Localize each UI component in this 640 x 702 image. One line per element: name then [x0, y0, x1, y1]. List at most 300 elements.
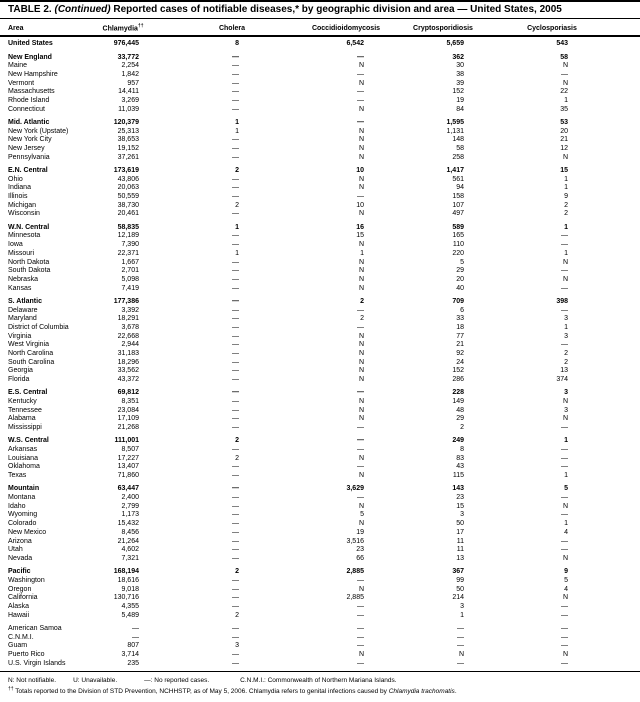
- spacer-cell: [607, 136, 640, 145]
- value-cell-chlamydia: 23,084: [117, 406, 139, 414]
- value-cell-cholera: —: [232, 53, 239, 61]
- footnote-segment: —: No reported cases.: [144, 677, 210, 685]
- value-cell-chlamydia: 173,619: [113, 166, 139, 174]
- spacer-cell: [607, 267, 640, 276]
- table-body: [0, 36, 640, 668]
- value-cell-cholera: 2: [235, 437, 239, 445]
- value-cell-chlamydia: 38,730: [117, 201, 139, 209]
- column-header-cyclosporiasis: Cyclosporiasis: [497, 19, 607, 36]
- value-cell-coccidioidomycosis: N: [358, 398, 364, 406]
- value-cell-cryptosporidiosis: 589: [452, 223, 464, 231]
- value-cell-cryptosporidiosis: 83: [456, 454, 464, 462]
- value-cell-cyclosporiasis: 1: [564, 520, 568, 528]
- area-cell: South Dakota: [8, 267, 51, 275]
- value-cell-chlamydia: 1,173: [121, 511, 139, 519]
- value-cell-cholera: —: [232, 62, 239, 70]
- spacer-cell: [607, 367, 640, 376]
- column-header-area: Area: [0, 19, 85, 36]
- area-cell: Indiana: [8, 184, 31, 192]
- value-cell-cryptosporidiosis: 33: [456, 315, 464, 323]
- area-cell: Minnesota: [8, 232, 41, 240]
- spacer-cell: [607, 97, 640, 106]
- value-cell-cryptosporidiosis: 709: [452, 297, 464, 305]
- spacer-cell: [607, 389, 640, 398]
- value-cell-cryptosporidiosis: 11: [456, 537, 464, 545]
- value-cell-cholera: —: [232, 350, 239, 358]
- value-cell-cryptosporidiosis: 110: [452, 241, 464, 249]
- value-cell-cryptosporidiosis: 18: [456, 323, 464, 331]
- value-cell-cryptosporidiosis: 94: [456, 184, 464, 192]
- table-row: [0, 307, 640, 316]
- area-cell: Georgia: [8, 367, 33, 375]
- area-cell: Nebraska: [8, 275, 38, 283]
- value-cell-coccidioidomycosis: —: [357, 603, 364, 611]
- area-cell: Alabama: [8, 415, 36, 423]
- value-cell-cryptosporidiosis: 5,659: [446, 40, 464, 48]
- value-cell-cryptosporidiosis: N: [458, 651, 464, 659]
- table-row: [0, 193, 640, 202]
- spacer-cell: [607, 88, 640, 97]
- value-cell-cholera: 2: [235, 454, 239, 462]
- value-cell-coccidioidomycosis: 6,542: [346, 40, 364, 48]
- value-cell-cryptosporidiosis: 8: [460, 446, 464, 454]
- table-row: [0, 267, 640, 276]
- area-cell: E.N. Central: [8, 166, 48, 174]
- value-cell-coccidioidomycosis: N: [358, 267, 364, 275]
- value-cell-coccidioidomycosis: —: [357, 611, 364, 619]
- value-cell-cyclosporiasis: 3: [564, 332, 568, 340]
- table-row: [0, 97, 640, 106]
- value-cell-cholera: 2: [235, 166, 239, 174]
- value-cell-cyclosporiasis: N: [562, 555, 568, 562]
- value-cell-cyclosporiasis: 1: [564, 184, 568, 192]
- value-cell-coccidioidomycosis: N: [358, 367, 364, 375]
- table-row: [0, 503, 640, 512]
- value-cell-chlamydia: 50,559: [117, 193, 139, 201]
- value-cell-cyclosporiasis: N: [562, 79, 568, 87]
- value-cell-cryptosporidiosis: 1,417: [446, 166, 464, 174]
- value-cell-cyclosporiasis: 13: [560, 367, 568, 375]
- value-cell-coccidioidomycosis: N: [358, 585, 364, 593]
- table-row: [0, 437, 640, 446]
- spacer-cell: [607, 307, 640, 316]
- value-cell-cholera: —: [232, 88, 239, 96]
- column-header-coccidioidomycosis: Coccidioidomycosis: [303, 19, 389, 36]
- value-cell-cryptosporidiosis: 258: [452, 153, 464, 161]
- value-cell-cholera: —: [232, 297, 239, 305]
- value-cell-cyclosporiasis: —: [561, 241, 568, 249]
- area-cell: Nevada: [8, 555, 33, 562]
- value-cell-cholera: —: [232, 659, 239, 667]
- value-cell-cryptosporidiosis: 115: [452, 472, 464, 480]
- value-cell-cyclosporiasis: 2: [564, 210, 568, 218]
- value-cell-cholera: —: [232, 415, 239, 423]
- value-cell-cholera: —: [232, 341, 239, 349]
- value-cell-chlamydia: 21,268: [117, 424, 139, 432]
- spacer-cell: [607, 455, 640, 464]
- value-cell-cyclosporiasis: 3: [564, 315, 568, 323]
- value-cell-chlamydia: 43,372: [117, 376, 139, 384]
- spacer-cell: [607, 119, 640, 128]
- value-cell-cryptosporidiosis: 214: [452, 594, 464, 602]
- value-cell-cryptosporidiosis: 20: [456, 275, 464, 283]
- table-title: [0, 2, 640, 18]
- value-cell-coccidioidomycosis: N: [358, 175, 364, 183]
- value-cell-coccidioidomycosis: 2,885: [346, 568, 364, 576]
- value-cell-cryptosporidiosis: 249: [452, 437, 464, 445]
- table-row: [0, 446, 640, 455]
- value-cell-cholera: —: [232, 502, 239, 510]
- value-cell-cyclosporiasis: 1: [564, 223, 568, 231]
- value-cell-cholera: —: [232, 193, 239, 201]
- value-cell-cholera: —: [232, 398, 239, 406]
- table-row: [0, 359, 640, 368]
- footnote-dagger: [8, 685, 632, 697]
- value-cell-cryptosporidiosis: 158: [452, 193, 464, 201]
- value-cell-cyclosporiasis: 4: [564, 528, 568, 536]
- value-cell-cholera: —: [232, 284, 239, 292]
- value-cell-cyclosporiasis: —: [561, 454, 568, 462]
- value-cell-cyclosporiasis: —: [561, 446, 568, 454]
- area-cell: Montana: [8, 494, 36, 502]
- column-header-spacer: [607, 19, 640, 36]
- value-cell-cholera: —: [232, 446, 239, 454]
- table-title-text: Reported cases of notifiable diseases,* by geographic division and area — United States, 2005: [113, 4, 562, 15]
- spacer-cell: [607, 494, 640, 503]
- value-cell-cryptosporidiosis: 286: [452, 376, 464, 384]
- area-cell: Louisiana: [8, 454, 38, 462]
- area-cell: Kansas: [8, 284, 32, 292]
- value-cell-cholera: 1: [235, 223, 239, 231]
- value-cell-chlamydia: —: [132, 633, 139, 641]
- value-cell-chlamydia: 19,152: [117, 145, 139, 153]
- value-cell-cryptosporidiosis: 21: [456, 341, 464, 349]
- value-cell-cryptosporidiosis: 40: [456, 284, 464, 292]
- value-cell-cyclosporiasis: —: [561, 633, 568, 641]
- value-cell-cyclosporiasis: 9: [564, 193, 568, 201]
- value-cell-chlamydia: 7,419: [121, 284, 139, 292]
- value-cell-coccidioidomycosis: —: [357, 463, 364, 471]
- value-cell-cryptosporidiosis: 24: [456, 358, 464, 366]
- spacer-cell: [607, 167, 640, 176]
- value-cell-chlamydia: 1,842: [121, 70, 139, 78]
- value-cell-cholera: 8: [235, 40, 239, 48]
- value-cell-cholera: —: [232, 258, 239, 266]
- area-cell: New Mexico: [8, 528, 47, 536]
- value-cell-cryptosporidiosis: —: [457, 642, 464, 650]
- spacer-cell: [607, 603, 640, 612]
- value-cell-cryptosporidiosis: 43: [456, 463, 464, 471]
- value-cell-cholera: 3: [235, 642, 239, 650]
- table-row: [0, 586, 640, 595]
- value-cell-cyclosporiasis: 1: [564, 175, 568, 183]
- value-cell-chlamydia: 13,407: [117, 463, 139, 471]
- table-row: [0, 136, 640, 145]
- area-cell: Oklahoma: [8, 463, 40, 471]
- value-cell-cholera: —: [232, 136, 239, 144]
- area-cell: Guam: [8, 642, 28, 650]
- value-cell-cryptosporidiosis: 38: [456, 70, 464, 78]
- value-cell-coccidioidomycosis: —: [357, 446, 364, 454]
- table-row: [0, 62, 640, 71]
- table-row: [0, 54, 640, 63]
- area-cell: District of Columbia: [8, 323, 69, 331]
- value-cell-coccidioidomycosis: 19: [356, 528, 364, 536]
- value-cell-cholera: —: [232, 485, 239, 493]
- value-cell-chlamydia: 3,269: [121, 97, 139, 105]
- footnotes: [0, 671, 640, 697]
- area-cell: W.S. Central: [8, 437, 49, 445]
- value-cell-cholera: —: [232, 576, 239, 584]
- spacer-cell: [607, 503, 640, 512]
- table-row: [0, 298, 640, 307]
- table-row: [0, 341, 640, 350]
- spacer-cell: [607, 241, 640, 250]
- value-cell-cholera: —: [232, 389, 239, 397]
- value-cell-coccidioidomycosis: N: [358, 241, 364, 249]
- value-cell-cholera: 2: [235, 568, 239, 576]
- column-header-cholera: Cholera: [161, 19, 303, 36]
- value-cell-cholera: —: [232, 463, 239, 471]
- area-cell: Puerto Rico: [8, 651, 45, 659]
- spacer-cell: [607, 54, 640, 63]
- value-cell-cyclosporiasis: 58: [560, 53, 568, 61]
- value-cell-cyclosporiasis: —: [561, 70, 568, 78]
- value-cell-cyclosporiasis: —: [561, 603, 568, 611]
- value-cell-coccidioidomycosis: N: [358, 136, 364, 144]
- area-cell: United States: [8, 40, 53, 48]
- value-cell-cyclosporiasis: 22: [560, 88, 568, 96]
- table-row: [0, 463, 640, 472]
- area-cell: Michigan: [8, 201, 37, 209]
- value-cell-cyclosporiasis: N: [562, 275, 568, 283]
- table-row: [0, 176, 640, 185]
- value-cell-cyclosporiasis: —: [561, 511, 568, 519]
- value-cell-cryptosporidiosis: 149: [452, 398, 464, 406]
- value-cell-cyclosporiasis: N: [562, 651, 568, 659]
- area-cell: Arizona: [8, 537, 32, 545]
- value-cell-cyclosporiasis: 1: [564, 249, 568, 257]
- value-cell-cyclosporiasis: N: [562, 398, 568, 406]
- value-cell-chlamydia: 69,812: [117, 389, 139, 397]
- value-cell-chlamydia: 5,098: [121, 275, 139, 283]
- table-row: [0, 389, 640, 398]
- value-cell-chlamydia: 14,411: [118, 88, 139, 96]
- value-cell-cholera: —: [232, 594, 239, 602]
- spacer-cell: [607, 634, 640, 643]
- footnote-segment: C.N.M.I.: Commonwealth of Northern Mariana Islands.: [240, 677, 397, 685]
- table-row: [0, 259, 640, 268]
- value-cell-coccidioidomycosis: N: [358, 651, 364, 659]
- value-cell-cyclosporiasis: 2: [564, 350, 568, 358]
- value-cell-chlamydia: 38,653: [117, 136, 139, 144]
- table-row: [0, 634, 640, 643]
- value-cell-cholera: —: [232, 232, 239, 240]
- spacer-cell: [607, 612, 640, 621]
- area-cell: W.N. Central: [8, 223, 50, 231]
- area-cell: Arkansas: [8, 446, 38, 454]
- table-row: [0, 529, 640, 538]
- spacer-cell: [607, 359, 640, 368]
- area-cell: Mississippi: [8, 424, 42, 432]
- value-cell-cholera: —: [232, 275, 239, 283]
- table-row: [0, 376, 640, 385]
- table-row: [0, 612, 640, 621]
- area-cell: Alaska: [8, 603, 30, 611]
- footnote-segment: U: Unavailable.: [73, 677, 118, 685]
- value-cell-cyclosporiasis: —: [561, 463, 568, 471]
- value-cell-cyclosporiasis: 35: [560, 105, 568, 113]
- value-cell-cyclosporiasis: —: [561, 232, 568, 240]
- value-cell-chlamydia: 7,390: [121, 241, 139, 249]
- value-cell-chlamydia: 8,351: [121, 398, 139, 406]
- spacer-cell: [607, 232, 640, 241]
- value-cell-cyclosporiasis: —: [561, 546, 568, 554]
- value-cell-coccidioidomycosis: N: [358, 105, 364, 113]
- value-cell-cyclosporiasis: —: [561, 659, 568, 667]
- value-cell-cholera: —: [232, 358, 239, 366]
- value-cell-coccidioidomycosis: N: [358, 184, 364, 192]
- spacer-cell: [607, 625, 640, 634]
- value-cell-cyclosporiasis: 2: [564, 358, 568, 366]
- value-cell-coccidioidomycosis: N: [358, 332, 364, 340]
- value-cell-coccidioidomycosis: —: [357, 53, 364, 61]
- table-title-label: TABLE 2.: [8, 4, 52, 15]
- area-cell: Virginia: [8, 332, 32, 340]
- value-cell-coccidioidomycosis: 2: [360, 297, 364, 305]
- area-cell: New York (Upstate): [8, 127, 69, 135]
- column-header-row: [0, 19, 640, 36]
- value-cell-coccidioidomycosis: —: [357, 88, 364, 96]
- value-cell-coccidioidomycosis: —: [357, 193, 364, 201]
- value-cell-cholera: —: [232, 175, 239, 183]
- table-row: [0, 202, 640, 211]
- table-row: [0, 485, 640, 494]
- value-cell-cyclosporiasis: N: [562, 502, 568, 510]
- value-cell-cyclosporiasis: N: [562, 153, 568, 161]
- value-cell-cholera: —: [232, 555, 239, 562]
- table-row: [0, 538, 640, 547]
- value-cell-cholera: —: [232, 323, 239, 331]
- spacer-cell: [607, 315, 640, 324]
- value-cell-coccidioidomycosis: —: [357, 659, 364, 667]
- value-cell-cyclosporiasis: —: [561, 642, 568, 650]
- table-row: [0, 184, 640, 193]
- area-cell: North Dakota: [8, 258, 50, 266]
- value-cell-cryptosporidiosis: 1,595: [446, 118, 464, 126]
- footnote-dagger-suffix: .: [454, 688, 457, 696]
- value-cell-cholera: —: [232, 184, 239, 192]
- spacer-cell: [607, 106, 640, 115]
- value-cell-coccidioidomycosis: —: [357, 437, 364, 445]
- value-cell-coccidioidomycosis: 5: [360, 511, 364, 519]
- value-cell-cholera: —: [232, 494, 239, 502]
- value-cell-cryptosporidiosis: 107: [452, 201, 464, 209]
- spacer-cell: [607, 128, 640, 137]
- value-cell-cyclosporiasis: 1: [564, 472, 568, 480]
- value-cell-cyclosporiasis: N: [562, 258, 568, 266]
- value-cell-cholera: —: [232, 367, 239, 375]
- value-cell-coccidioidomycosis: 3,629: [346, 485, 364, 493]
- value-cell-chlamydia: —: [132, 624, 139, 632]
- value-cell-cyclosporiasis: 15: [560, 166, 568, 174]
- value-cell-chlamydia: 43,806: [117, 175, 139, 183]
- table-row: [0, 398, 640, 407]
- area-cell: Tennessee: [8, 406, 42, 414]
- value-cell-cholera: —: [232, 376, 239, 384]
- value-cell-coccidioidomycosis: 2,885: [346, 594, 364, 602]
- table-row: [0, 511, 640, 520]
- spacer-cell: [607, 154, 640, 163]
- value-cell-chlamydia: 3,714: [121, 651, 139, 659]
- value-cell-chlamydia: 18,616: [117, 576, 139, 584]
- value-cell-chlamydia: 20,063: [117, 184, 139, 192]
- value-cell-cholera: 1: [235, 249, 239, 257]
- spacer-cell: [607, 511, 640, 520]
- value-cell-chlamydia: 9,018: [121, 585, 139, 593]
- value-cell-cryptosporidiosis: 152: [452, 88, 464, 96]
- value-cell-coccidioidomycosis: N: [358, 376, 364, 384]
- value-cell-cyclosporiasis: 1: [564, 97, 568, 105]
- value-cell-chlamydia: 807: [127, 642, 139, 650]
- spacer-cell: [607, 298, 640, 307]
- value-cell-chlamydia: 120,379: [113, 118, 139, 126]
- value-cell-coccidioidomycosis: 15: [356, 232, 364, 240]
- area-cell: Missouri: [8, 249, 35, 257]
- value-cell-cryptosporidiosis: 29: [456, 415, 464, 423]
- spacer-cell: [607, 36, 640, 49]
- area-cell: Mountain: [8, 485, 40, 493]
- table-row: [0, 324, 640, 333]
- table-row: [0, 603, 640, 612]
- area-cell: Maine: [8, 62, 28, 70]
- spacer-cell: [607, 276, 640, 285]
- value-cell-cyclosporiasis: —: [561, 306, 568, 314]
- area-cell: Hawaii: [8, 611, 30, 619]
- value-cell-coccidioidomycosis: N: [358, 153, 364, 161]
- value-cell-chlamydia: 111,001: [114, 437, 139, 445]
- area-cell: Mid. Atlantic: [8, 118, 50, 126]
- value-cell-cyclosporiasis: —: [561, 624, 568, 632]
- value-cell-chlamydia: 12,189: [117, 232, 139, 240]
- value-cell-cyclosporiasis: 2: [564, 201, 568, 209]
- table-row: [0, 241, 640, 250]
- value-cell-cyclosporiasis: 398: [556, 297, 568, 305]
- table-row: [0, 88, 640, 97]
- spacer-cell: [607, 350, 640, 359]
- spacer-cell: [607, 586, 640, 595]
- value-cell-coccidioidomycosis: N: [358, 275, 364, 283]
- value-cell-cholera: —: [232, 511, 239, 519]
- value-cell-chlamydia: 7,321: [121, 555, 139, 562]
- area-cell: Washington: [8, 576, 45, 584]
- value-cell-cryptosporidiosis: 58: [456, 145, 464, 153]
- value-cell-chlamydia: 5,489: [121, 611, 139, 619]
- table-row: [0, 494, 640, 503]
- value-cell-cyclosporiasis: 1: [564, 437, 568, 445]
- value-cell-cryptosporidiosis: 15: [456, 502, 464, 510]
- table-row: [0, 71, 640, 80]
- table-title-continued: (Continued): [54, 4, 111, 15]
- value-cell-cholera: —: [232, 79, 239, 87]
- area-cell: West Virginia: [8, 341, 49, 349]
- area-cell: Oregon: [8, 585, 32, 593]
- value-cell-chlamydia: 20,461: [117, 210, 139, 218]
- value-cell-cyclosporiasis: —: [561, 424, 568, 432]
- area-cell: Wisconsin: [8, 210, 40, 218]
- spacer-cell: [607, 660, 640, 669]
- value-cell-chlamydia: 33,772: [117, 53, 139, 61]
